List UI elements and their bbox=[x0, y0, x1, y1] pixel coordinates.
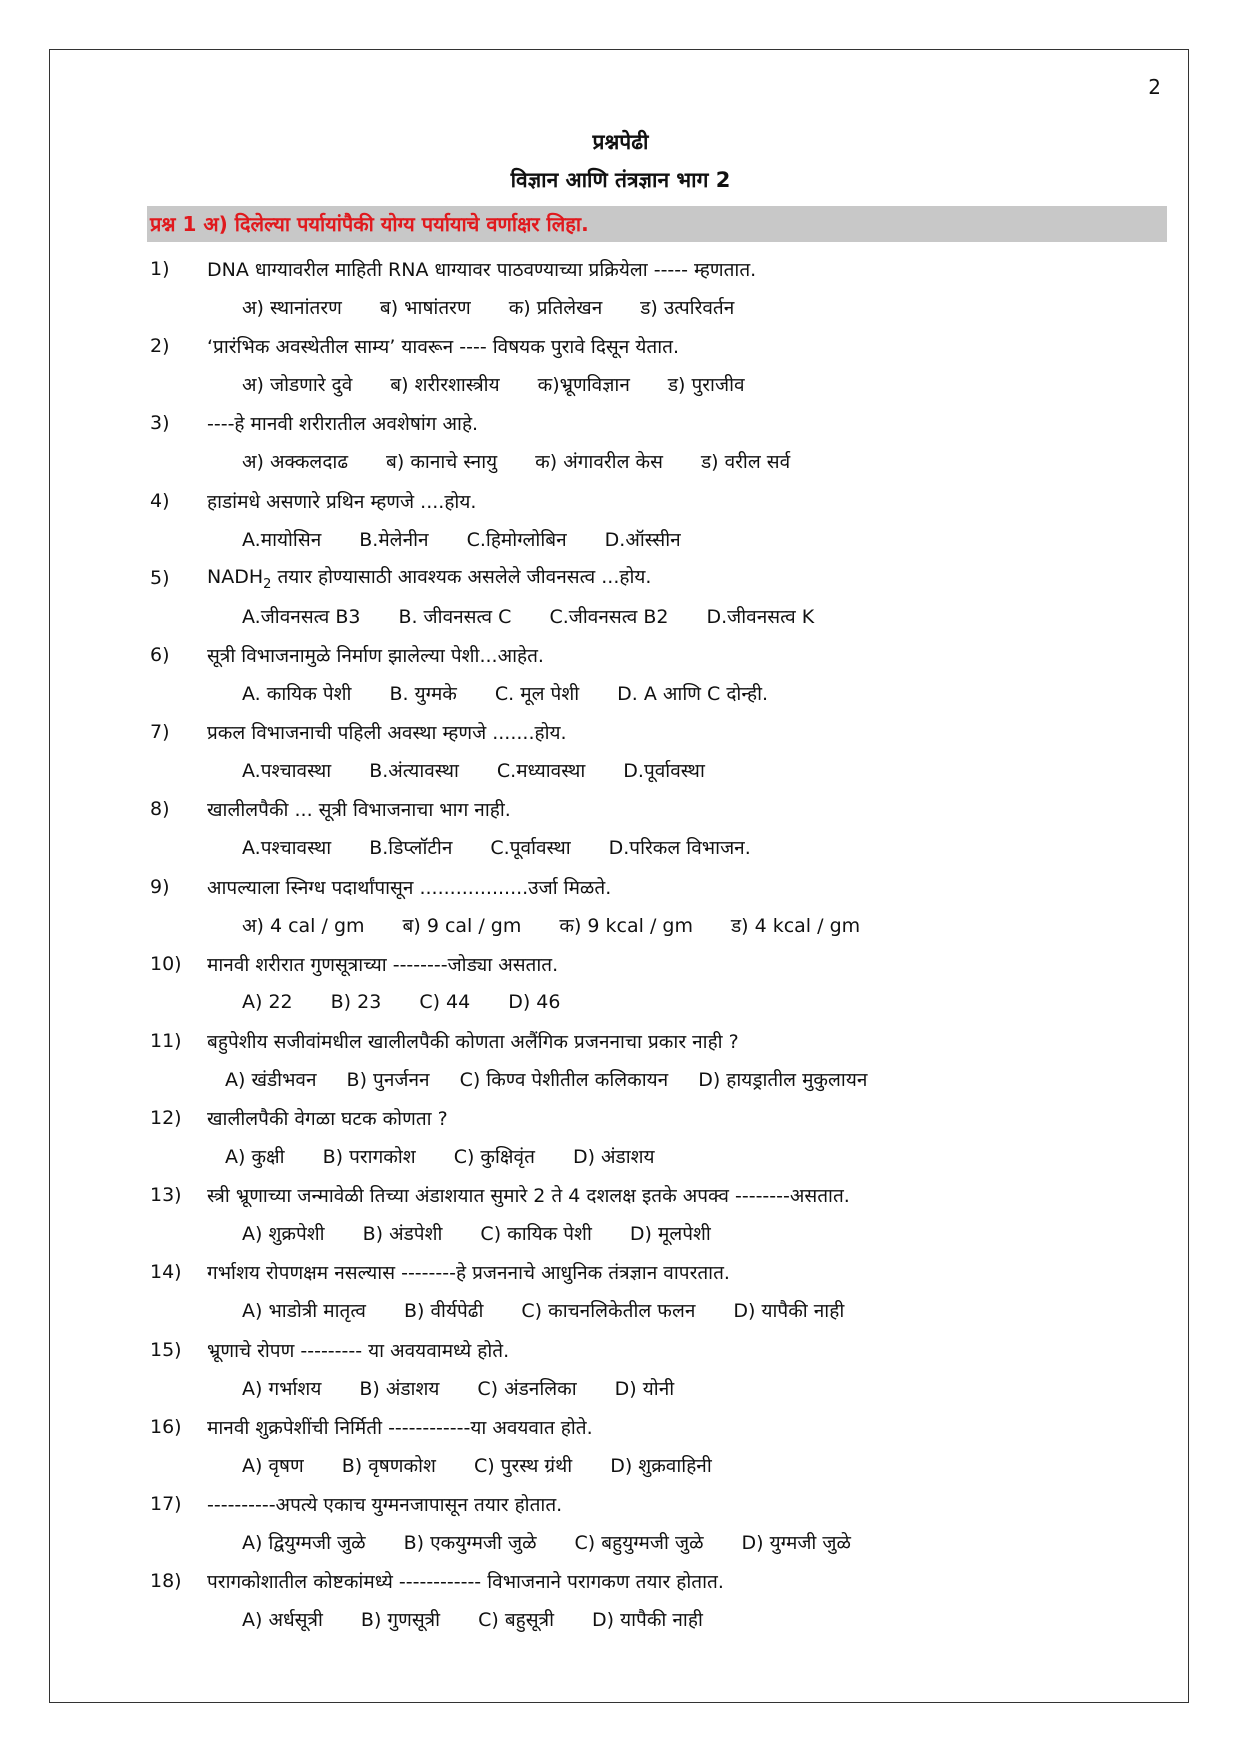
answer-option: D) 46 bbox=[508, 990, 561, 1013]
question-line bbox=[150, 559, 1170, 597]
answer-option: ड) वरील सर्व bbox=[700, 451, 791, 474]
question-number: 14) bbox=[150, 1261, 182, 1284]
answer-option: A) गर्भाशय bbox=[242, 1377, 322, 1400]
answer-option: ब) शरीरशास्त्रीय bbox=[390, 374, 500, 397]
options-line bbox=[150, 1523, 1170, 1561]
question-item bbox=[150, 636, 1170, 713]
answer-option: D) हायड्रातील मुकुलायन bbox=[698, 1068, 868, 1091]
question-number: 18) bbox=[150, 1570, 182, 1593]
question-number: 4) bbox=[150, 489, 170, 512]
question-text: मानवी शुक्रपेशींची निर्मिती ------------या अवयवात होते. bbox=[207, 1416, 593, 1439]
answer-option: C) बहुसूत्री bbox=[478, 1609, 555, 1632]
question-number: 6) bbox=[150, 643, 170, 666]
answer-option: अ) 4 cal / gm bbox=[242, 914, 365, 937]
answer-option: क)भ्रूणविज्ञान bbox=[537, 374, 630, 397]
question-text: स्त्री भ्रूणाच्या जन्मावेळी तिच्या अंडाशयात सुमारे 2 ते 4 दशलक्ष इतके अपक्व --------असतात. bbox=[207, 1185, 850, 1208]
answer-option: क) अंगावरील केस bbox=[535, 451, 663, 474]
question-text: ----हे मानवी शरीरातील अवशेषांग आहे. bbox=[207, 413, 479, 436]
question-number: 9) bbox=[150, 875, 170, 898]
answer-option: अ) जोडणारे दुवे bbox=[242, 374, 353, 397]
question-item bbox=[150, 945, 1170, 1022]
question-text: मानवी शरीरात गुणसूत्राच्या --------जोड्या असतात. bbox=[207, 953, 559, 976]
question-text: ----------अपत्ये एकाच युग्मनजापासून तयार होतात. bbox=[207, 1494, 563, 1516]
answer-option: B) एकयुग्मजी जुळे bbox=[403, 1532, 537, 1554]
page-number: 2 bbox=[1148, 75, 1161, 99]
answer-option: C) 44 bbox=[419, 990, 471, 1013]
answer-option: D.पूर्वावस्था bbox=[623, 760, 705, 783]
question-item bbox=[150, 1022, 1170, 1099]
options-line bbox=[150, 674, 1170, 712]
question-text: प्रकल विभाजनाची पहिली अवस्था म्हणजे .......होय. bbox=[207, 722, 567, 745]
question-number: 8) bbox=[150, 798, 170, 821]
options-line bbox=[150, 442, 1170, 480]
question-item bbox=[150, 1408, 1170, 1485]
question-line bbox=[150, 482, 1170, 520]
answer-option: D) शुक्रवाहिनी bbox=[610, 1454, 712, 1477]
options-line bbox=[150, 1600, 1170, 1638]
question-line bbox=[150, 327, 1170, 365]
options-line bbox=[150, 751, 1170, 789]
question-line bbox=[150, 1408, 1170, 1446]
answer-option: अ) स्थानांतरण bbox=[242, 297, 342, 319]
question-number: 5) bbox=[150, 566, 170, 589]
answer-option: C.हिमोग्लोबिन bbox=[466, 528, 567, 551]
question-text: DNA धाग्यावरील माहिती RNA धाग्यावर पाठवण्याच्या प्रक्रियेला ----- म्हणतात. bbox=[207, 259, 757, 281]
question-item bbox=[150, 1562, 1170, 1639]
question-number: 13) bbox=[150, 1184, 182, 1207]
answer-option: B) अंडपेशी bbox=[362, 1223, 443, 1246]
answer-option: B. जीवनसत्व C bbox=[398, 605, 512, 628]
answer-option: B) वीर्यपेढी bbox=[403, 1300, 484, 1323]
answer-option: C.मध्यावस्था bbox=[496, 760, 586, 783]
question-line bbox=[150, 1485, 1170, 1523]
answer-option: B.डिप्लॉटीन bbox=[369, 837, 453, 860]
answer-option: D.जीवनसत्व K bbox=[706, 605, 815, 628]
question-item bbox=[150, 1099, 1170, 1176]
options-line bbox=[150, 1291, 1170, 1329]
answer-option: D) अंडाशय bbox=[572, 1146, 655, 1169]
answer-option: D.ऑस्सीन bbox=[604, 528, 681, 551]
answer-option: D) यापैकी नाही bbox=[733, 1300, 845, 1323]
question-text: खालीलपैकी वेगळा घटक कोणता ? bbox=[207, 1108, 448, 1131]
answer-option: B) 23 bbox=[330, 990, 382, 1013]
question-item bbox=[150, 327, 1170, 404]
answer-option: D) यापैकी नाही bbox=[592, 1609, 703, 1632]
answer-option: B) गुणसूत्री bbox=[360, 1609, 441, 1632]
answer-option: क) प्रतिलेखन bbox=[508, 297, 603, 319]
answer-option: C) काचनलिकेतील फलन bbox=[521, 1300, 696, 1323]
question-line bbox=[150, 1253, 1170, 1291]
answer-option: A.जीवनसत्व B3 bbox=[242, 605, 361, 628]
answer-option: C) कायिक पेशी bbox=[480, 1223, 592, 1246]
answer-option: A.पश्चावस्था bbox=[242, 837, 332, 860]
answer-option: D) मूलपेशी bbox=[629, 1223, 711, 1246]
question-text bbox=[207, 563, 651, 592]
answer-option: C) किण्व पेशीतील कलिकायन bbox=[459, 1068, 669, 1091]
answer-option: ड) उत्परिवर्तन bbox=[640, 297, 735, 319]
question-number: 3) bbox=[150, 412, 170, 435]
question-item bbox=[150, 1331, 1170, 1408]
question-line bbox=[150, 1562, 1170, 1600]
question-item bbox=[150, 559, 1170, 636]
answer-option: A) भाडोत्री मातृत्व bbox=[242, 1300, 366, 1323]
options-line bbox=[150, 906, 1170, 944]
answer-option: A) 22 bbox=[242, 990, 293, 1013]
question-number: 16) bbox=[150, 1415, 182, 1438]
question-number: 17) bbox=[150, 1493, 182, 1515]
options-line bbox=[150, 288, 1170, 326]
answer-option: B) परागकोश bbox=[322, 1146, 416, 1169]
answer-option: B.मेलेनीन bbox=[359, 528, 429, 551]
question-line bbox=[150, 250, 1170, 288]
page-title: प्रश्नपेढी bbox=[592, 130, 649, 154]
options-line bbox=[150, 983, 1170, 1021]
answer-option: अ) अक्कलदाढ bbox=[242, 451, 349, 474]
question-text: खालीलपैकी ... सूत्री विभाजनाचा भाग नाही. bbox=[207, 799, 511, 822]
question-line bbox=[150, 790, 1170, 828]
options-line bbox=[150, 1369, 1170, 1407]
answer-option: ब) भाषांतरण bbox=[379, 297, 471, 319]
question-number: 1) bbox=[150, 258, 170, 280]
question-item bbox=[150, 713, 1170, 790]
options-line bbox=[150, 1060, 1170, 1098]
answer-option: क) 9 kcal / gm bbox=[559, 914, 693, 937]
answer-option: B) वृषणकोश bbox=[341, 1454, 436, 1477]
options-line bbox=[150, 365, 1170, 403]
question-item bbox=[150, 868, 1170, 945]
answer-option: C) अंडनलिका bbox=[477, 1377, 577, 1400]
question-number: 2) bbox=[150, 335, 170, 358]
question-number: 7) bbox=[150, 721, 170, 744]
question-text: ‘प्रारंभिक अवस्थेतील साम्य’ यावरून ---- विषयक पुरावे दिसून येतात. bbox=[207, 336, 679, 359]
answer-option: B) अंडाशय bbox=[359, 1377, 440, 1400]
question-text-subscript: 2 bbox=[263, 577, 272, 593]
answer-option: D) युग्मजी जुळे bbox=[741, 1532, 851, 1554]
answer-option: C.जीवनसत्व B2 bbox=[549, 605, 669, 628]
question-number: 15) bbox=[150, 1338, 182, 1361]
question-text: सूत्री विभाजनामुळे निर्माण झालेल्या पेशी...आहेत. bbox=[207, 644, 544, 667]
question-item bbox=[150, 1253, 1170, 1330]
question-item bbox=[150, 250, 1170, 327]
answer-option: B.अंत्यावस्था bbox=[369, 760, 459, 783]
question-number: 10) bbox=[150, 952, 182, 975]
question-number: 12) bbox=[150, 1107, 182, 1130]
answer-option: D.परिकल विभाजन. bbox=[608, 837, 751, 860]
question-line bbox=[150, 868, 1170, 906]
question-text: आपल्याला स्निग्ध पदार्थांपासून ..................उर्जा मिळते. bbox=[207, 876, 612, 899]
question-text: गर्भाशय रोपणक्षम नसल्यास --------हे प्रजननाचे आधुनिक तंत्रज्ञान वापरतात. bbox=[207, 1262, 730, 1285]
question-list bbox=[150, 250, 1170, 1639]
question-line bbox=[150, 1331, 1170, 1369]
section-heading: प्रश्न 1 अ) दिलेल्या पर्यायांपैकी योग्य पर्यायाचे वर्णाक्षर लिहा. bbox=[150, 212, 589, 236]
question-item bbox=[150, 1485, 1170, 1562]
options-line bbox=[150, 597, 1170, 635]
question-text-rest: तयार होण्यासाठी आवश्यक असलेले जीवनसत्व ...होय. bbox=[271, 566, 652, 589]
question-line bbox=[150, 636, 1170, 674]
answer-option: D. A आणि C दोन्ही. bbox=[617, 682, 769, 705]
answer-option: D) योनी bbox=[614, 1377, 675, 1400]
options-line bbox=[150, 1214, 1170, 1252]
question-text-prefix: NADH bbox=[207, 566, 264, 589]
page-subtitle: विज्ञान आणि तंत्रज्ञान भाग 2 bbox=[510, 168, 731, 192]
question-text: परागकोशातील कोष्टकांमध्ये ------------ विभाजनाने परागकण तयार होतात. bbox=[207, 1571, 724, 1594]
options-line bbox=[150, 828, 1170, 866]
answer-option: C) बहुयुग्मजी जुळे bbox=[574, 1532, 704, 1554]
question-item bbox=[150, 1176, 1170, 1253]
answer-option: C.पूर्वावस्था bbox=[490, 837, 571, 860]
options-line bbox=[150, 1446, 1170, 1484]
question-text: भ्रूणाचे रोपण --------- या अवयवामध्ये होते. bbox=[207, 1339, 510, 1362]
question-number: 11) bbox=[150, 1029, 182, 1052]
answer-option: A.मायोसिन bbox=[242, 528, 322, 551]
answer-option: C) पुरस्थ ग्रंथी bbox=[473, 1454, 573, 1477]
answer-option: A) द्वियुग्मजी जुळे bbox=[242, 1532, 366, 1554]
answer-option: ब) 9 cal / gm bbox=[402, 914, 522, 937]
question-line bbox=[150, 713, 1170, 751]
question-item bbox=[150, 404, 1170, 481]
answer-option: C. मूल पेशी bbox=[494, 682, 580, 705]
question-line bbox=[150, 1176, 1170, 1214]
answer-option: B) पुनर्जनन bbox=[346, 1068, 430, 1091]
question-line bbox=[150, 945, 1170, 983]
answer-option: C) कुक्षिवृंत bbox=[453, 1146, 535, 1169]
question-line bbox=[150, 1022, 1170, 1060]
question-text: हाडांमधे असणारे प्रथिन म्हणजे ....होय. bbox=[207, 490, 477, 513]
question-line bbox=[150, 1099, 1170, 1137]
answer-option: A. कायिक पेशी bbox=[242, 682, 352, 705]
answer-option: B. युग्मके bbox=[389, 682, 457, 705]
answer-option: ड) पुराजीव bbox=[667, 374, 745, 397]
question-text: बहुपेशीय सजीवांमधील खालीलपैकी कोणता अलैंगिक प्रजननाचा प्रकार नाही ? bbox=[207, 1030, 739, 1053]
question-item bbox=[150, 790, 1170, 867]
answer-option: ड) 4 kcal / gm bbox=[730, 914, 861, 937]
answer-option: A) अर्धसूत्री bbox=[242, 1609, 323, 1632]
question-line bbox=[150, 404, 1170, 442]
answer-option: A.पश्चावस्था bbox=[242, 760, 332, 783]
answer-option: A) शुक्रपेशी bbox=[242, 1223, 325, 1246]
answer-option: A) वृषण bbox=[242, 1454, 304, 1477]
options-line bbox=[150, 1137, 1170, 1175]
answer-option: A) कुक्षी bbox=[225, 1146, 285, 1169]
question-item bbox=[150, 482, 1170, 559]
answer-option: ब) कानाचे स्नायु bbox=[386, 451, 498, 474]
answer-option: A) खंडीभवन bbox=[225, 1068, 317, 1091]
options-line bbox=[150, 520, 1170, 558]
